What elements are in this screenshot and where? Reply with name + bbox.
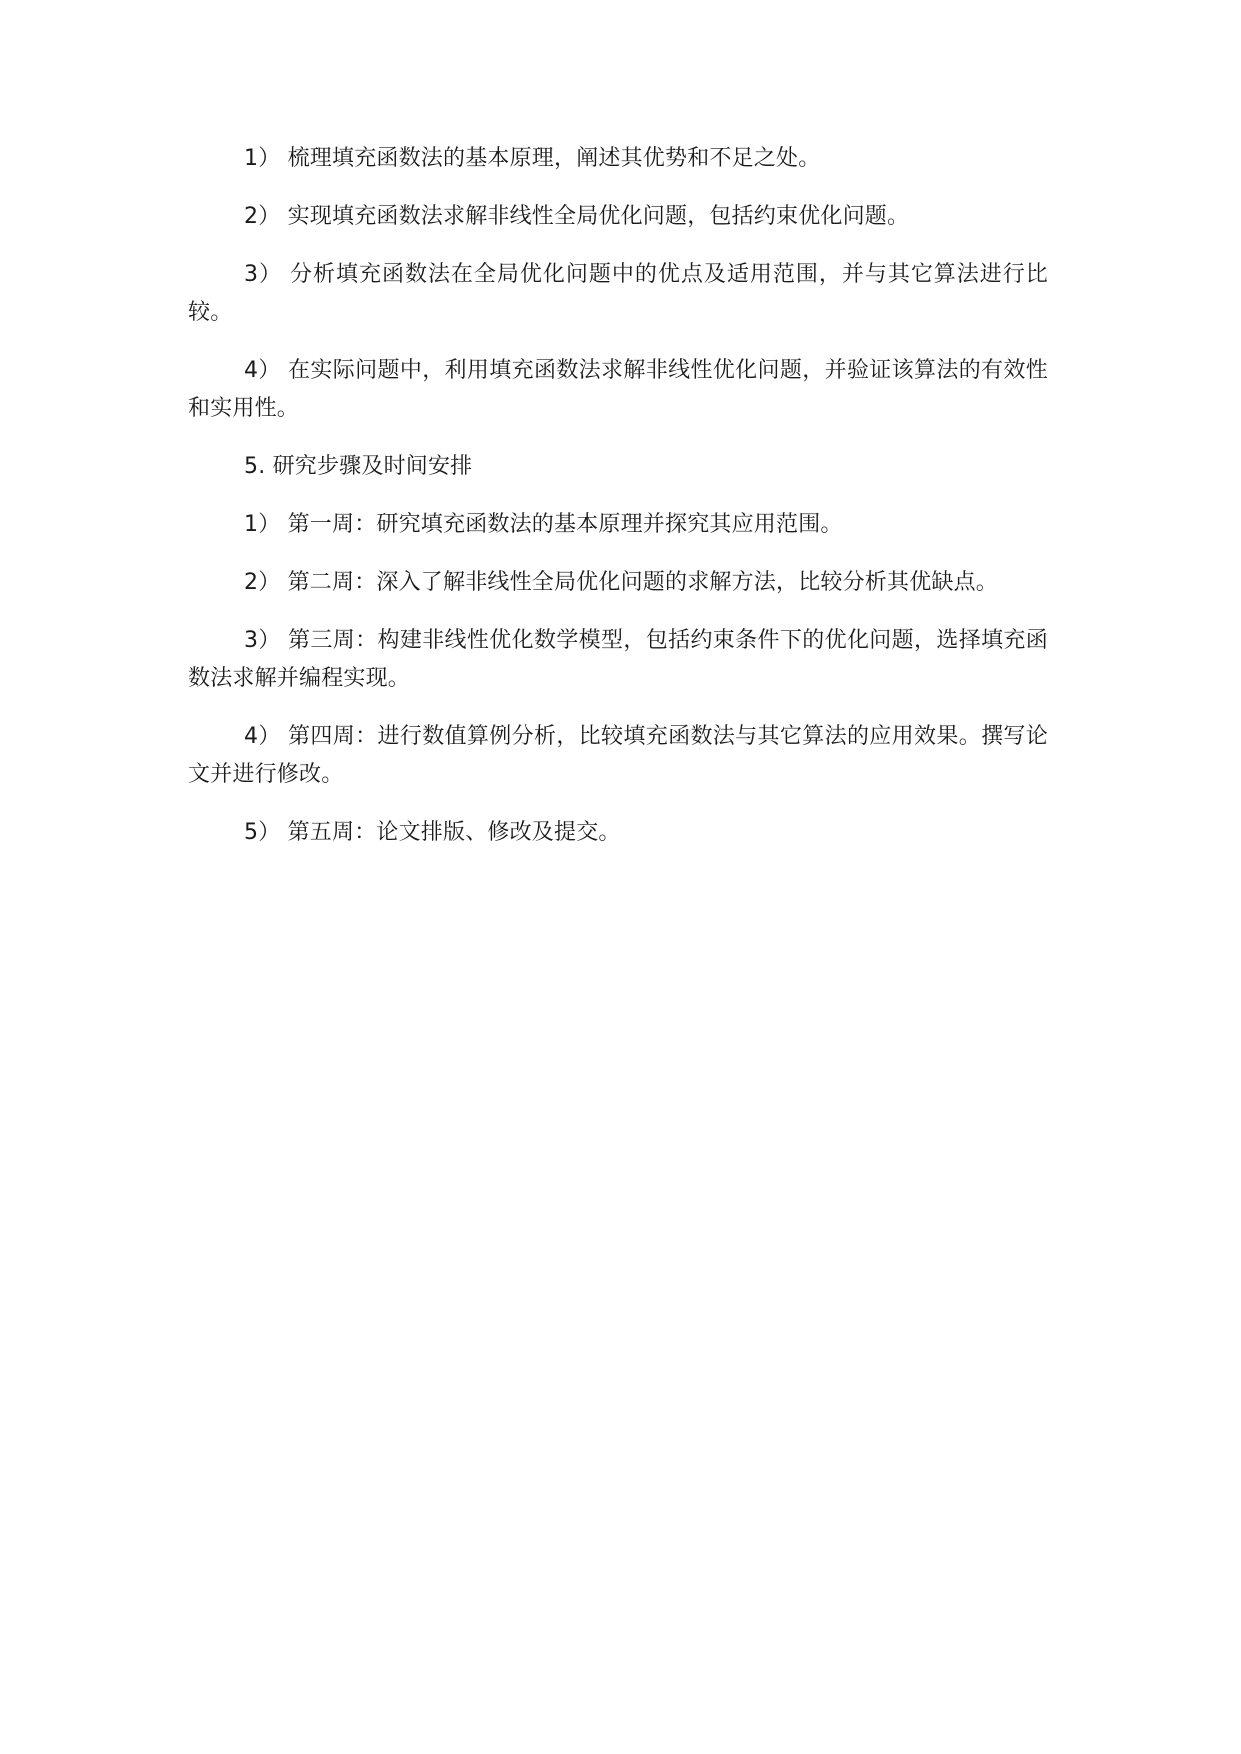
section-heading: 5. 研究步骤及时间安排 xyxy=(244,454,473,479)
schedule-item-2: 2） 第二周：深入了解非线性全局优化问题的求解方法，比较分析其优缺点。 xyxy=(244,570,998,595)
objective-item-2: 2） 实现填充函数法求解非线性全局优化问题，包括约束优化问题。 xyxy=(244,204,910,229)
schedule-item-4: 4） 第四周：进行数值算例分析，比较填充函数法与其它算法的应用效果。撰写论文并进行修改。 xyxy=(188,724,1048,787)
objective-item-3: 3） 分析填充函数法在全局优化问题中的优点及适用范围，并与其它算法进行比较。 xyxy=(188,262,1048,325)
schedule-item-5: 5） 第五周：论文排版、修改及提交。 xyxy=(244,820,621,845)
objective-item-4: 4） 在实际问题中，利用填充函数法求解非线性优化问题，并验证该算法的有效性和实用性。 xyxy=(188,358,1048,421)
schedule-item-1: 1） 第一周：研究填充函数法的基本原理并探究其应用范围。 xyxy=(244,512,843,537)
schedule-item-3: 3） 第三周：构建非线性优化数学模型，包括约束条件下的优化问题，选择填充函数法求解并编程实现。 xyxy=(188,628,1048,691)
document-body xyxy=(188,140,1048,872)
objective-item-1: 1） 梳理填充函数法的基本原理，阐述其优势和不足之处。 xyxy=(244,146,821,171)
